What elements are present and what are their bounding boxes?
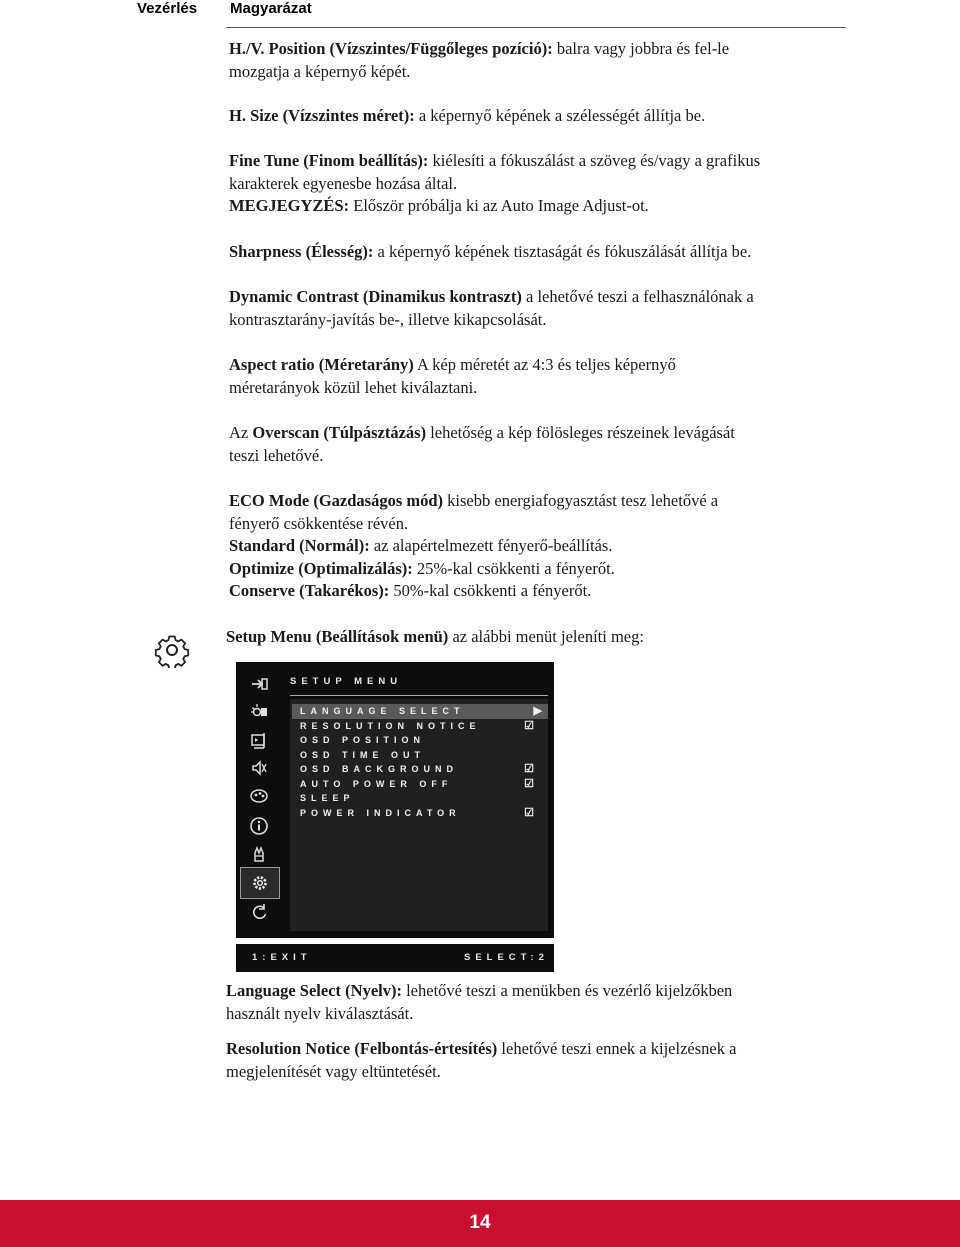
osd-menu-item-label: SLEEP <box>300 793 355 803</box>
text-run: kontrasztarány-javítás be-, illetve kikapcsolását. <box>229 309 547 329</box>
bold-term: MEGJEGYZÉS: <box>229 196 350 215</box>
text-run: lehetővé teszi a menükben és vezérlő kijelzőkben <box>401 981 733 1000</box>
para-resolution-notice <box>226 1038 856 1083</box>
text-run: teszi lehetővé. <box>229 445 324 465</box>
para-overscan <box>229 422 859 467</box>
text-run: 25%-kal csökkenti a fényerőt. <box>412 558 615 578</box>
osd-menu-item-label: RESOLUTION NOTICE <box>300 720 481 731</box>
para-setup-menu <box>226 626 856 649</box>
para-finetune <box>229 150 859 218</box>
text-run: az alapértelmezett fényerő-beállítás. <box>369 536 613 555</box>
bold-term: Overscan (Túlpásztázás) <box>252 423 427 442</box>
para-dynamic-contrast <box>229 286 859 331</box>
para-hsize <box>229 105 859 128</box>
header-controls: Vezérlés <box>137 0 198 17</box>
table-header <box>0 0 960 28</box>
text-run: kisebb energiafogyasztást tesz lehetővé a <box>443 491 719 510</box>
audio-icon <box>244 756 274 780</box>
osd-menu-item <box>300 719 540 734</box>
osd-menu-item-label: OSD BACKGROUND <box>300 764 459 774</box>
setup-gear-icon <box>154 632 190 668</box>
manual-adjust-icon <box>244 842 274 866</box>
text-run: 50%-kal csökkenti a fényerőt. <box>389 581 592 600</box>
osd-menu-item-label: LANGUAGE SELECT <box>300 706 465 716</box>
osd-setup-menu-screenshot <box>236 662 554 938</box>
checkbox-icon: ☑ <box>524 806 534 819</box>
osd-menu-item <box>300 777 540 792</box>
bold-term: Resolution Notice (Felbontás-értesítés) <box>226 1039 498 1058</box>
text-run: lehetővé teszi ennek a kijelzésnek a <box>497 1039 737 1058</box>
bold-term: Language Select (Nyelv): <box>226 981 402 1000</box>
osd-menu-item-label: OSD TIME OUT <box>300 749 425 760</box>
osd-menu-item <box>300 733 540 748</box>
text-run: A kép méretét az 4:3 és teljes képernyő <box>413 355 676 374</box>
page-number: 14 <box>469 1212 491 1233</box>
text-run: használt nyelv kiválasztását. <box>226 1003 414 1023</box>
osd-footer <box>236 944 554 972</box>
osd-menu-item <box>300 806 540 821</box>
osd-title: SETUP MENU <box>290 676 403 687</box>
osd-footer-select: SELECT:2 <box>464 952 549 963</box>
header-rule <box>226 27 846 28</box>
para-position <box>229 38 859 83</box>
text-run: lehetőség a kép fölösleges részeinek levágását <box>426 423 735 442</box>
text-run: a lehetővé teszi a felhasználónak a <box>521 287 754 306</box>
para-aspect-ratio <box>229 354 859 399</box>
text-run: karakterek egyenesbe hozása által. <box>229 173 458 193</box>
bold-term: ECO Mode (Gazdaságos mód) <box>229 491 444 510</box>
osd-item-panel <box>290 699 548 931</box>
text-run: balra vagy jobbra és fel-le <box>552 39 730 58</box>
memory-recall-icon <box>244 900 274 924</box>
text-run: megjelenítését vagy eltüntetését. <box>226 1061 441 1081</box>
bold-term: Conserve (Takarékos): <box>229 581 390 600</box>
color-adjust-icon <box>244 784 274 808</box>
information-icon <box>244 814 274 838</box>
text-run: mozgatja a képernyő képét. <box>229 61 411 81</box>
bold-term: Aspect ratio (Méretarány) <box>229 355 414 374</box>
osd-menu-item <box>292 704 548 719</box>
bold-term: Standard (Normál): <box>229 536 370 555</box>
submenu-arrow-icon: ▶ <box>533 705 542 717</box>
checkbox-icon: ☑ <box>524 777 534 790</box>
osd-menu-item-label: POWER INDICATOR <box>300 807 461 818</box>
checkbox-icon: ☑ <box>524 719 534 732</box>
bold-term: Sharpness (Élesség): <box>229 242 374 261</box>
para-eco-mode <box>229 490 859 603</box>
bold-term: Setup Menu (Beállítások menü) <box>226 627 449 646</box>
osd-menu-item-label: OSD POSITION <box>300 735 426 745</box>
text-run: kiélesíti a fókuszálást a szöveg és/vagy a grafikus <box>428 151 761 170</box>
bold-term: H./V. Position (Vízszintes/Függőleges pozíció): <box>229 39 553 58</box>
text-run: fényerő csökkentése révén. <box>229 513 409 533</box>
osd-title-rule <box>290 695 548 696</box>
bold-term: H. Size (Vízszintes méret): <box>229 106 415 125</box>
header-explanation: Magyarázat <box>230 0 312 17</box>
para-language-select <box>226 980 856 1025</box>
bold-term: Fine Tune (Finom beállítás): <box>229 151 429 170</box>
text-run: Először próbálja ki az Auto Image Adjust-ot. <box>349 196 649 215</box>
osd-menu-item <box>300 748 540 763</box>
setup-gear-icon <box>240 867 280 899</box>
text-run: Az <box>229 423 253 442</box>
osd-sidebar <box>236 662 283 938</box>
brightness-icon <box>244 700 274 724</box>
osd-footer-exit: 1:EXIT <box>252 952 312 963</box>
checkbox-icon: ☑ <box>524 763 534 775</box>
para-sharpness <box>229 241 859 264</box>
image-adjust-icon <box>244 728 274 752</box>
input-select-icon <box>244 672 274 696</box>
osd-menu-item <box>300 791 540 806</box>
osd-menu-item <box>300 762 540 777</box>
text-run: a képernyő képének tisztaságát és fókuszálását állítja be. <box>373 242 752 261</box>
text-run: az alábbi menüt jeleníti meg: <box>448 627 644 646</box>
bold-term: Optimize (Optimalizálás): <box>229 558 413 578</box>
text-run: méretarányok közül lehet kiválaztani. <box>229 377 478 397</box>
bold-term: Dynamic Contrast (Dinamikus kontraszt) <box>229 287 522 306</box>
page-footer <box>0 1200 960 1247</box>
text-run: a képernyő képének a szélességét állítja be. <box>414 106 706 125</box>
osd-menu-item-label: AUTO POWER OFF <box>300 778 453 789</box>
